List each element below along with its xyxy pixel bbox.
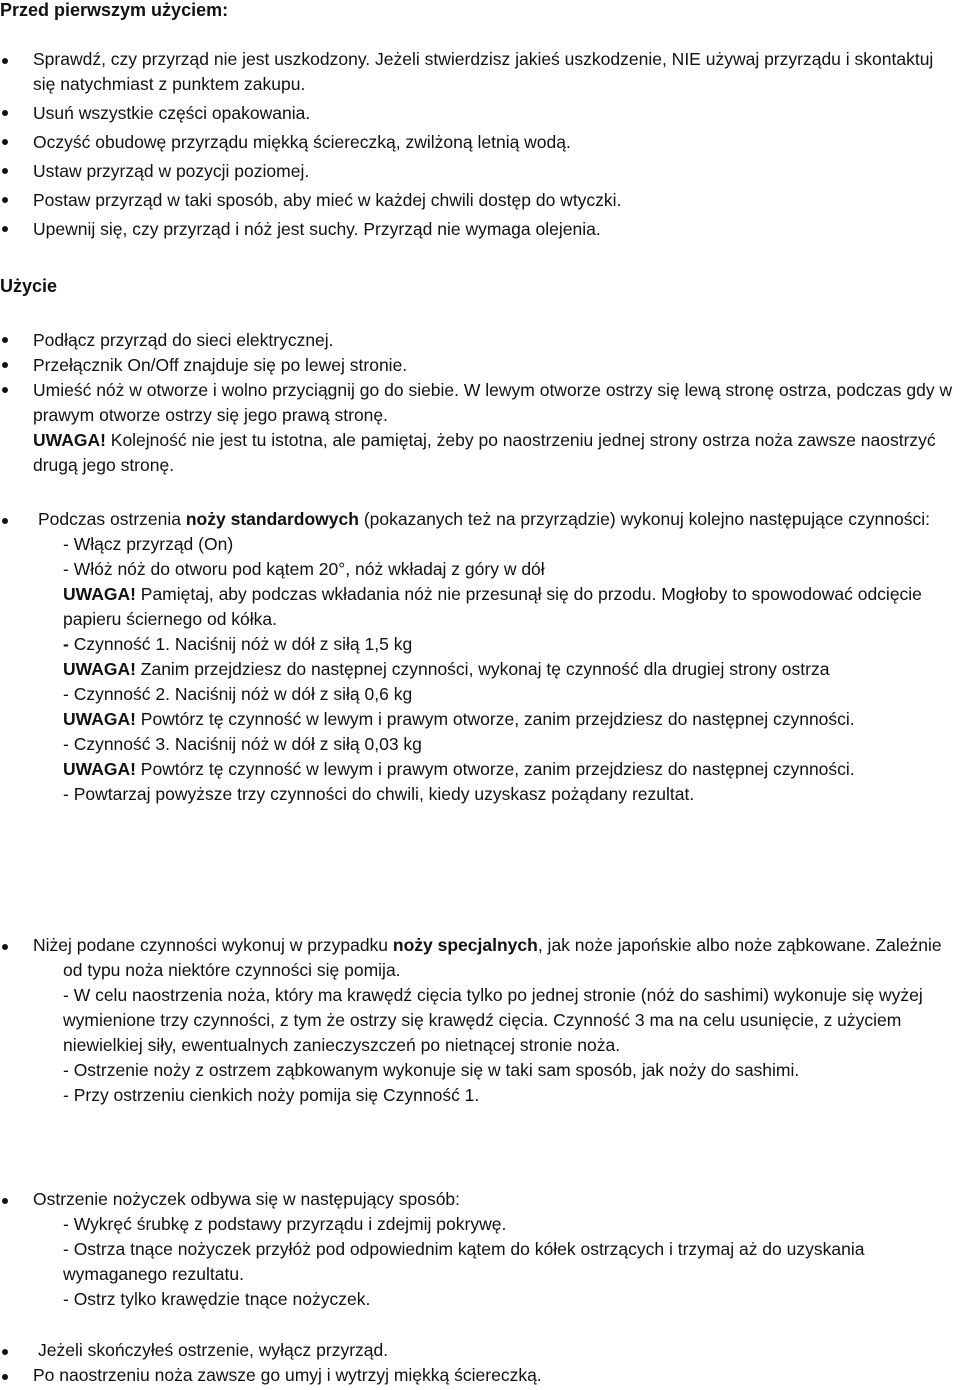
final-item-clean — [0, 1363, 960, 1388]
list-item-text: Usuń wszystkie części opakowania. — [33, 103, 311, 123]
step-line: - Wykręć śrubkę z podstawy przyrządu i zdejmij pokrywę. — [63, 1214, 507, 1234]
warning-text: Powtórz tę czynność w lewym i prawym otworze, zanim przejdziesz do następnej czynności. — [135, 759, 855, 779]
special-knives-instructions — [0, 933, 960, 1108]
step-dash: - — [63, 634, 74, 654]
warning-label: UWAGA! — [63, 759, 136, 779]
bullet-icon — [2, 518, 8, 524]
list-item-text: Ustaw przyrząd w pozycji poziomej. — [33, 161, 310, 181]
step-line: Czynność 1. Naciśnij nóż w dół z siłą 1,5 kg — [73, 634, 413, 654]
section-heading-usage: Użycie — [0, 276, 58, 296]
step-line: - Przy ostrzeniu cienkich noży pomija się Czynność 1. — [63, 1085, 480, 1105]
list-item-text: Podłącz przyrząd do sieci elektrycznej. — [33, 330, 334, 350]
section-heading-before-first-use: Przed pierwszym użyciem: — [0, 0, 229, 20]
warning-text: Zanim przejdziesz do następnej czynności, wykonaj tę czynność dla drugiej strony ostrza — [135, 659, 830, 679]
final-item-text: Po naostrzeniu noża zawsze go umyj i wytrzyj miękką ściereczką. — [33, 1365, 542, 1385]
warning-label: UWAGA! — [63, 584, 136, 604]
scissors-block — [0, 1187, 960, 1312]
final-item-switch-off — [0, 1338, 960, 1363]
step-line: - Ostrza tnące nożyczek przyłóż pod odpowiednim kątem do kółek ostrzących i trzymaj aż do uzyskania wymaganego rezultatu. — [63, 1239, 865, 1284]
before-first-use-list — [0, 47, 960, 244]
list-item — [0, 378, 960, 478]
list-item — [0, 328, 960, 353]
final-item-text-wrap — [0, 1363, 960, 1388]
list-item-text: Przełącznik On/Off znajduje się po lewej stronie. — [33, 355, 408, 375]
list-item — [0, 99, 960, 128]
special-knives-block — [0, 933, 960, 1108]
warning-text: Kolejność nie jest tu istotna, ale pamiętaj, żeby po naostrzeniu jednej strony ostrza noża zawsze naostrzyć drugą jego stronę. — [33, 430, 936, 475]
bullet-icon — [2, 944, 8, 950]
bullet-icon — [2, 1198, 8, 1204]
step-line: - Ostrz tylko krawędzie tnące nożyczek. — [63, 1289, 371, 1309]
step-line: - Czynność 2. Naciśnij nóż w dół z siłą 0,6 kg — [63, 684, 413, 704]
list-item — [0, 47, 960, 99]
final-item-text-wrap — [0, 1338, 960, 1363]
list-item-text: Oczyść obudowę przyrządu miękką ściereczką, zwilżoną letnią wodą. — [33, 132, 571, 152]
step-line: - Czynność 3. Naciśnij nóż w dół z siłą 0,03 kg — [63, 734, 422, 754]
standard-knives-instructions — [0, 507, 960, 807]
warning-label: UWAGA! — [63, 659, 136, 679]
scissors-instructions — [0, 1187, 960, 1312]
list-item-text: Umieść nóż w otworze i wolno przyciągnij go do siebie. W lewym otworze ostrzy się lewą stronę ostrza, podczas gdy w prawym otworze ostrzy się jego prawą stronę. — [33, 380, 953, 425]
final-item-text: Jeżeli skończyłeś ostrzenie, wyłącz przyrząd. — [38, 1340, 389, 1360]
intro-text: Ostrzenie nożyczek odbywa się w następujący sposób: — [33, 1189, 461, 1209]
warning-label: UWAGA! — [33, 430, 106, 450]
step-line: - Ostrzenie noży z ostrzem ząbkowanym wykonuje się w taki sam sposób, jak noży do sashimi. — [63, 1060, 800, 1080]
list-item — [0, 128, 960, 157]
usage-list — [0, 328, 960, 478]
bullet-icon — [2, 1374, 8, 1380]
step-line: - W celu naostrzenia noża, który ma krawędź cięcia tylko po jednej stronie (nóż do sashimi) wykonuje się wyżej wymienione trzy czynności, z tym że ostrzy się krawędź cięcia. Czynność 3 ma na celu usunięcie, z użyciem niewielkiej siły, ewentualnych zanieczyszczeń po nietnącej stronie noża. — [63, 985, 923, 1055]
list-item-text: Upewnij się, czy przyrząd i nóż jest suchy. Przyrząd nie wymaga olejenia. — [33, 219, 601, 239]
warning-label: UWAGA! — [63, 709, 136, 729]
list-item — [0, 157, 960, 186]
list-item — [0, 215, 960, 244]
step-line: - Powtarzaj powyższe trzy czynności do chwili, kiedy uzyskasz pożądany rezultat. — [63, 784, 695, 804]
warning-text: Pamiętaj, aby podczas wkładania nóż nie przesunął się do przodu. Mogłoby to spowodować odcięcie papieru ściernego od kółka. — [63, 584, 922, 629]
list-item — [0, 353, 960, 378]
list-item — [0, 186, 960, 215]
bullet-icon — [2, 1349, 8, 1355]
list-item-text: Postaw przyrząd w taki sposób, aby mieć w każdej chwili dostęp do wtyczki. — [33, 190, 622, 210]
intro-text: Niżej podane czynności wykonuj w przypadku noży specjalnych, jak noże japońskie albo noże ząbkowane. Zależnie od typu noża niektóre czynności się pomija. — [33, 935, 942, 980]
step-line: - Włącz przyrząd (On) — [63, 534, 234, 554]
intro-text: Podczas ostrzenia noży standardowych (pokazanych też na przyrządzie) wykonuj kolejno następujące czynności: — [38, 509, 930, 529]
warning-text: Powtórz tę czynność w lewym i prawym otworze, zanim przejdziesz do następnej czynności. — [135, 709, 855, 729]
standard-knives-block — [0, 507, 960, 807]
step-line: - Włóż nóż do otworu pod kątem 20°, nóż wkładaj z góry w dół — [63, 559, 545, 579]
list-item-text: Sprawdź, czy przyrząd nie jest uszkodzony. Jeżeli stwierdzisz jakieś uszkodzenie, NIE używaj przyrządu i skontaktuj się natychmiast z punktem zakupu. — [33, 49, 934, 94]
